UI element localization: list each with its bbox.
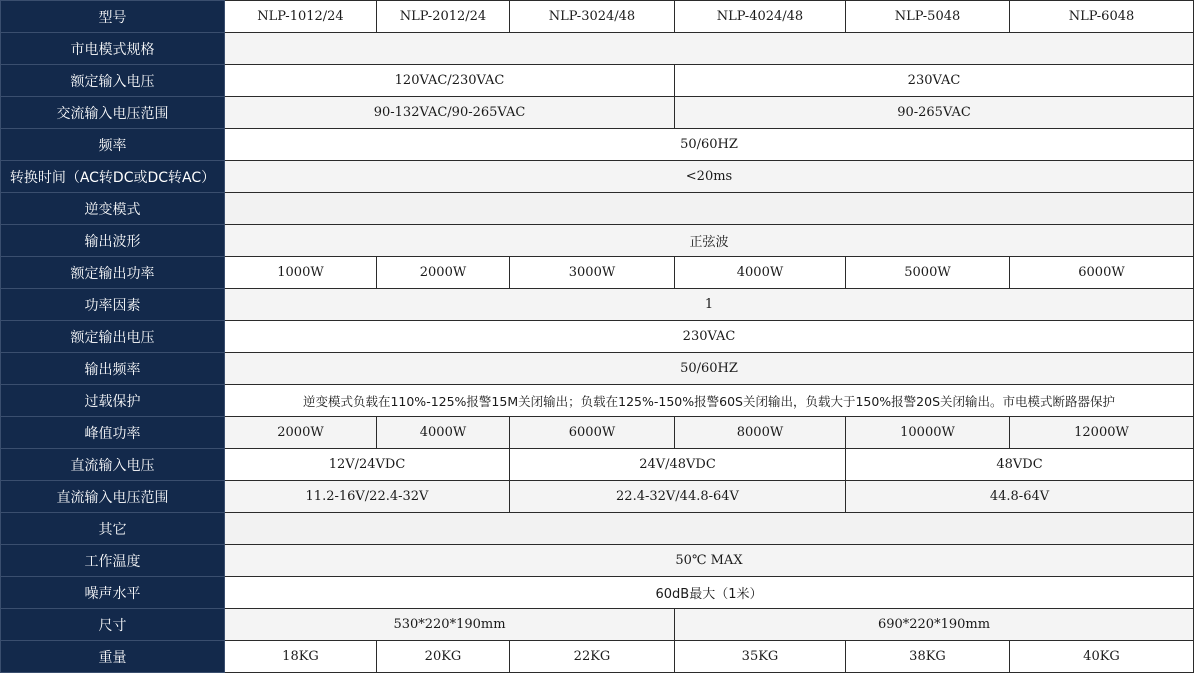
- value-cell: 12V/24VDC: [225, 449, 510, 481]
- row-mains-mode: [1, 33, 1194, 65]
- section-label: 逆变模式: [1, 193, 225, 225]
- row-label: 过载保护: [1, 385, 225, 417]
- value-cell: 18KG: [225, 641, 377, 673]
- value-cell: 4000W: [377, 417, 510, 449]
- value-cell: <20ms: [225, 161, 1194, 193]
- row-power-factor: [1, 289, 1194, 321]
- section-label: 市电模式规格: [1, 33, 225, 65]
- value-cell: 90-265VAC: [675, 97, 1194, 129]
- value-cell: 5000W: [846, 257, 1010, 289]
- value-cell: 6000W: [1010, 257, 1194, 289]
- value-cell: 530*220*190mm: [225, 609, 675, 641]
- row-label: 噪声水平: [1, 577, 225, 609]
- value-cell: 50/60HZ: [225, 129, 1194, 161]
- row-rated-input-voltage: [1, 65, 1194, 97]
- value-cell: 120VAC/230VAC: [225, 65, 675, 97]
- row-model: [1, 1, 1194, 33]
- row-dc-input-voltage: [1, 449, 1194, 481]
- value-cell: 90-132VAC/90-265VAC: [225, 97, 675, 129]
- value-cell: 230VAC: [675, 65, 1194, 97]
- value-cell: 逆变模式负载在110%-125%报警15M关闭输出；负载在125%-150%报警60S关闭输出，负载大于150%报警20S关闭输出。市电模式断路器保护: [225, 385, 1194, 417]
- row-label: 型号: [1, 1, 225, 33]
- row-label: 重量: [1, 641, 225, 673]
- model-cell: NLP-2012/24: [377, 1, 510, 33]
- value-cell: 40KG: [1010, 641, 1194, 673]
- row-label: 输出波形: [1, 225, 225, 257]
- row-label: 直流输入电压范围: [1, 481, 225, 513]
- row-rated-output-voltage: [1, 321, 1194, 353]
- row-transfer-time: [1, 161, 1194, 193]
- value-cell: 38KG: [846, 641, 1010, 673]
- value-cell: 230VAC: [225, 321, 1194, 353]
- section-empty-cell: [225, 193, 1194, 225]
- value-cell: 6000W: [510, 417, 675, 449]
- row-label: 直流输入电压: [1, 449, 225, 481]
- value-cell: 22.4-32V/44.8-64V: [510, 481, 846, 513]
- value-cell: 10000W: [846, 417, 1010, 449]
- model-cell: NLP-3024/48: [510, 1, 675, 33]
- value-cell: 1: [225, 289, 1194, 321]
- row-frequency: [1, 129, 1194, 161]
- value-cell: 44.8-64V: [846, 481, 1194, 513]
- model-cell: NLP-6048: [1010, 1, 1194, 33]
- row-label: 额定输入电压: [1, 65, 225, 97]
- row-dimensions: [1, 609, 1194, 641]
- row-inverter-mode: [1, 193, 1194, 225]
- row-operating-temp: [1, 545, 1194, 577]
- value-cell: 20KG: [377, 641, 510, 673]
- row-label: 工作温度: [1, 545, 225, 577]
- model-cell: NLP-5048: [846, 1, 1010, 33]
- row-dc-input-range: [1, 481, 1194, 513]
- value-cell: 正弦波: [225, 225, 1194, 257]
- row-output-waveform: [1, 225, 1194, 257]
- value-cell: 50℃ MAX: [225, 545, 1194, 577]
- value-cell: 50/60HZ: [225, 353, 1194, 385]
- value-cell: 2000W: [377, 257, 510, 289]
- row-overload-protection: [1, 385, 1194, 417]
- section-empty-cell: [225, 513, 1194, 545]
- value-cell: 2000W: [225, 417, 377, 449]
- value-cell: 690*220*190mm: [675, 609, 1194, 641]
- value-cell: 4000W: [675, 257, 846, 289]
- row-weight: [1, 641, 1194, 673]
- row-ac-input-range: [1, 97, 1194, 129]
- value-cell: 3000W: [510, 257, 675, 289]
- row-other: [1, 513, 1194, 545]
- value-cell: 1000W: [225, 257, 377, 289]
- model-cell: NLP-1012/24: [225, 1, 377, 33]
- row-label: 交流输入电压范围: [1, 97, 225, 129]
- row-label: 频率: [1, 129, 225, 161]
- value-cell: 60dB最大（1米）: [225, 577, 1194, 609]
- row-peak-power: [1, 417, 1194, 449]
- row-label: 转换时间（AC转DC或DC转AC）: [1, 161, 225, 193]
- row-label: 额定输出电压: [1, 321, 225, 353]
- row-label: 峰值功率: [1, 417, 225, 449]
- row-rated-output-power: [1, 257, 1194, 289]
- value-cell: 22KG: [510, 641, 675, 673]
- value-cell: 24V/48VDC: [510, 449, 846, 481]
- section-empty-cell: [225, 33, 1194, 65]
- row-noise-level: [1, 577, 1194, 609]
- value-cell: 8000W: [675, 417, 846, 449]
- value-cell: 12000W: [1010, 417, 1194, 449]
- section-label: 其它: [1, 513, 225, 545]
- value-cell: 35KG: [675, 641, 846, 673]
- value-cell: 48VDC: [846, 449, 1194, 481]
- row-label: 尺寸: [1, 609, 225, 641]
- row-label: 输出频率: [1, 353, 225, 385]
- model-cell: NLP-4024/48: [675, 1, 846, 33]
- row-label: 功率因素: [1, 289, 225, 321]
- row-label: 额定输出功率: [1, 257, 225, 289]
- value-cell: 11.2-16V/22.4-32V: [225, 481, 510, 513]
- row-output-frequency: [1, 353, 1194, 385]
